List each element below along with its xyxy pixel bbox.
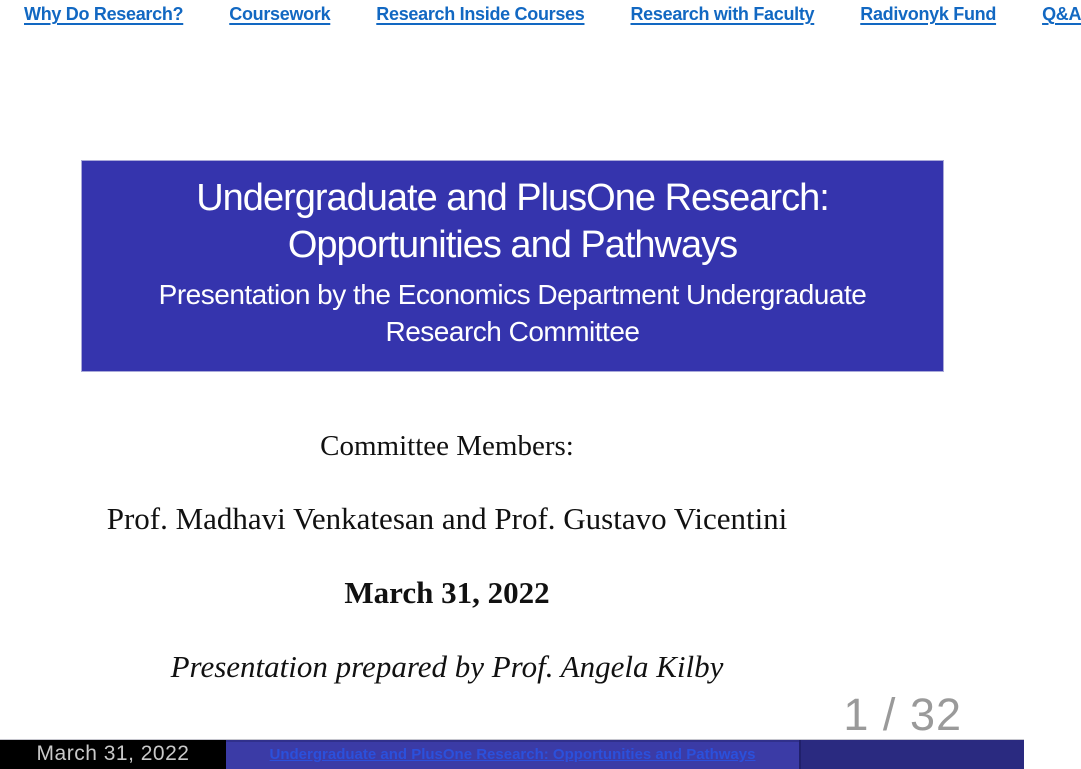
title-line-1: Undergraduate and PlusOne Research: — [196, 177, 829, 219]
page-number: 1 / 32 — [843, 689, 962, 740]
presentation-subtitle — [82, 276, 943, 350]
title-line-2: Opportunities and Pathways — [287, 224, 738, 266]
nav-link-qa[interactable]: Q&A — [1042, 4, 1081, 24]
subtitle-line-2: Research Committee — [385, 316, 640, 347]
nav-link-radivonyk-fund[interactable]: Radivonyk Fund — [860, 4, 997, 24]
committee-members: Prof. Madhavi Venkatesan and Prof. Gustavo Vicentini — [106, 501, 788, 536]
footer-title-link[interactable]: Undergraduate and PlusOne Research: Opportunities and Pathways — [269, 746, 756, 763]
footer-title-section — [226, 740, 799, 769]
prepared-by: Presentation prepared by Prof. Angela Kilby — [170, 649, 724, 684]
subtitle-line-1: Presentation by the Economics Department Undergraduate — [158, 279, 867, 310]
footer-date: March 31, 2022 — [0, 740, 226, 769]
nav-link-coursework[interactable]: Coursework — [229, 4, 331, 24]
nav-link-research-inside-courses[interactable]: Research Inside Courses — [376, 4, 585, 24]
presentation-date: March 31, 2022 — [344, 575, 550, 610]
footer-right-box — [799, 740, 1024, 769]
nav-link-research-with-faculty[interactable]: Research with Faculty — [630, 4, 815, 24]
presentation-title — [82, 161, 943, 269]
top-nav — [24, 4, 1081, 25]
nav-link-why-do-research[interactable]: Why Do Research? — [24, 4, 184, 24]
committee-heading: Committee Members: — [320, 430, 574, 462]
footer-bar — [0, 739, 1024, 769]
title-box — [81, 160, 944, 372]
